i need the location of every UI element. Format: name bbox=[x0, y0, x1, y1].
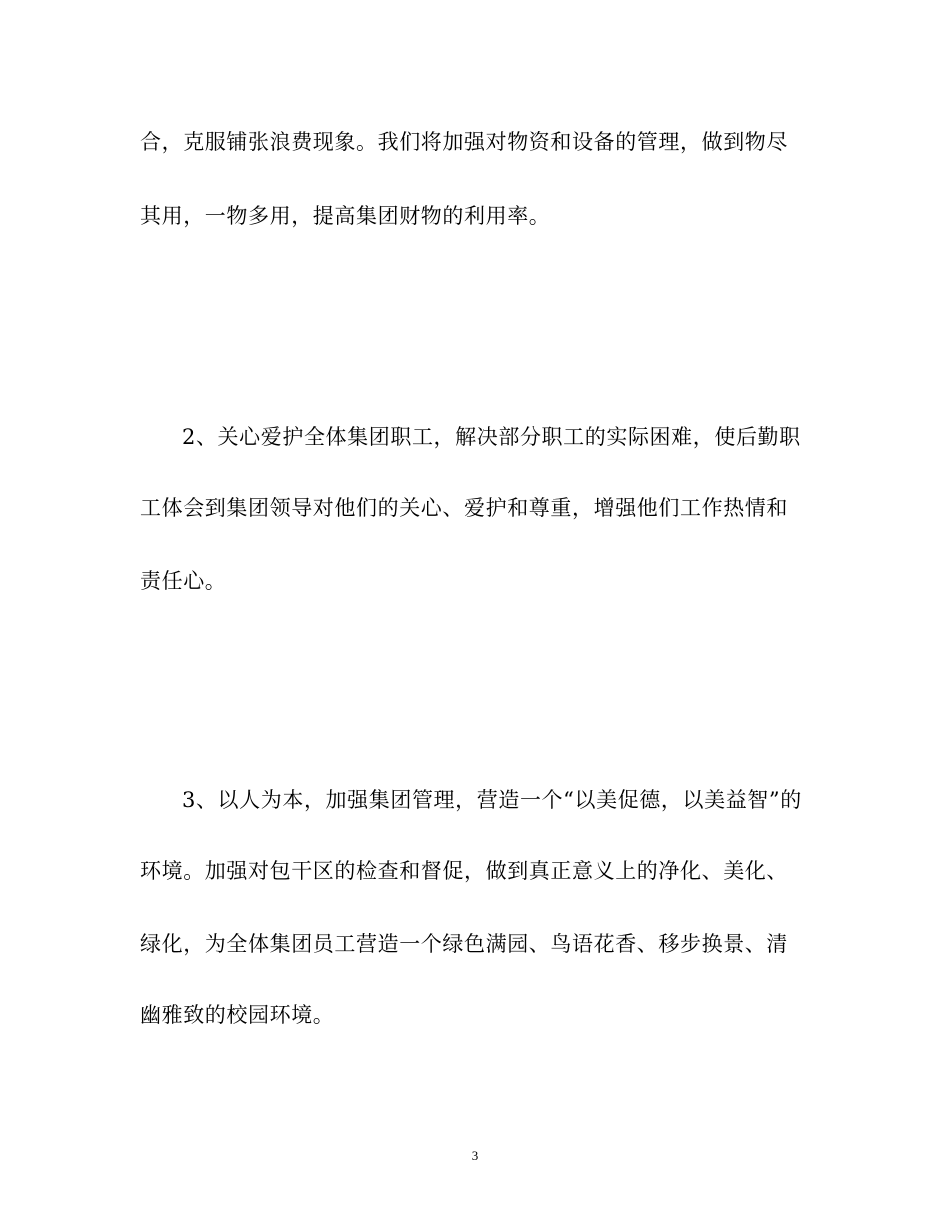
paragraph-1-line-2: 其用，一物多用，提高集团财物的利用率。 bbox=[140, 204, 551, 228]
paragraph-2-line-3: 责任心。 bbox=[140, 569, 227, 593]
paragraph-3-line-3: 绿化，为全体集团员工营造一个绿色满园、鸟语花香、移步换景、清 bbox=[140, 932, 788, 956]
paragraph-3-line-2: 环境。加强对包干区的检查和督促，做到真正意义上的净化、美化、 bbox=[140, 859, 788, 883]
paragraph-3-line-1: 3、以人为本，加强集团管理，营造一个“以美促德，以美益智”的 bbox=[182, 788, 802, 812]
paragraph-3-line-4: 幽雅致的校园环境。 bbox=[140, 1003, 335, 1027]
paragraph-1-line-1: 合，克服铺张浪费现象。我们将加强对物资和设备的管理，做到物尽 bbox=[140, 130, 788, 154]
paragraph-2-line-2: 工体会到集团领导对他们的关心、爱护和尊重，增强他们工作热情和 bbox=[140, 496, 788, 520]
page-number: 3 bbox=[471, 1148, 479, 1163]
paragraph-2-line-1: 2、关心爱护全体集团职工，解决部分职工的实际困难，使后勤职 bbox=[182, 425, 801, 449]
